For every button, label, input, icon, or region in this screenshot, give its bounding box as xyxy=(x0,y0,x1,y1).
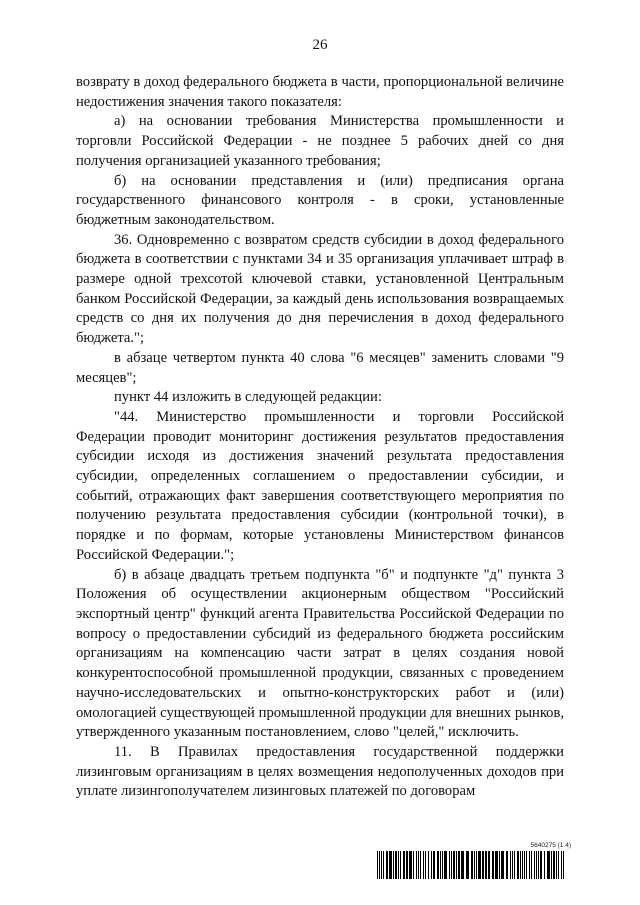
barcode-bar xyxy=(522,851,523,879)
barcode-bar xyxy=(514,851,515,879)
barcode-bar xyxy=(547,851,550,879)
paragraph: 36. Одновременно с возвратом средств субсидии в доход федерального бюджета в соответствии с пунктами 34 и 35 организация уплачивает штраф в размере одной трехсотой ключевой ставки, установленной Центральным банком Российской Федерации, за каждый день использования возвращаемых средств со дня их получения до дня перечисления в доход федерального бюджета."; xyxy=(76,231,564,347)
barcode-bar xyxy=(451,851,452,879)
paragraph: в абзаце четвертом пункта 40 слова "6 месяцев" заменить словами "9 месяцев"; xyxy=(76,349,564,386)
barcode-bar xyxy=(428,851,429,879)
barcode-bar xyxy=(449,851,450,879)
barcode-bar xyxy=(466,851,469,879)
barcode-bar xyxy=(395,851,397,879)
paragraph: б) в абзаце двадцать третьем подпункта "б" и подпункте "д" пункта 3 Положения об осуществлении акционерным обществом "Российский экспортный центр" функций агента Правительства Российской Федерации по вопросу о предоставлении субсидий из федерального бюджета российским организациям на компенсацию части затрат в целях создания новой конкурентоспособной промышленной продукции, связанных с проведением научно-исследовательских и опытно-конструкторских работ и (или) омологацией существующей промышленной продукции для внешних рынков, утвержденного указанным постановлением, слово "целей," исключить. xyxy=(76,566,564,741)
barcode-bar xyxy=(534,851,535,879)
barcode-bar xyxy=(540,851,542,879)
barcode-bar xyxy=(393,851,394,879)
barcode-bar xyxy=(377,851,378,879)
barcode-bar xyxy=(423,851,424,879)
barcode-bar xyxy=(499,851,500,879)
barcode-bar xyxy=(420,851,421,879)
barcode-bar xyxy=(563,851,564,879)
barcode-bar xyxy=(520,851,521,879)
barcode-bar xyxy=(478,851,481,879)
barcode-bar xyxy=(383,851,384,879)
barcode-bar xyxy=(442,851,443,879)
barcode-bar xyxy=(485,851,487,879)
barcode-bar xyxy=(386,851,388,879)
barcode-bar xyxy=(488,851,490,879)
barcode-bar xyxy=(406,851,408,879)
barcode-bar xyxy=(529,851,530,879)
barcode-bar xyxy=(379,851,380,879)
barcode-bar xyxy=(431,851,432,879)
document-code: 5640275 (1.4) xyxy=(530,842,571,849)
barcode-bar xyxy=(561,851,562,879)
paragraph: 11. В Правилах предоставления государственной поддержки лизинговым организациям в целях возмещения недополученных доходов при уплате лизингополучателем лизинговых платежей по договорам xyxy=(76,743,564,800)
barcode-bar xyxy=(425,851,426,879)
barcode-bar xyxy=(512,851,513,879)
barcode-bar xyxy=(506,851,508,879)
barcode-bar xyxy=(558,851,559,879)
barcode-bar xyxy=(403,851,405,879)
barcode-bar xyxy=(381,851,382,879)
barcode-bar xyxy=(551,851,552,879)
document-body xyxy=(76,73,564,802)
barcode-bar xyxy=(413,851,414,879)
barcode-bar xyxy=(531,851,532,879)
barcode-bar xyxy=(556,851,557,879)
barcode-bar xyxy=(400,851,401,879)
barcode-bar xyxy=(482,851,484,879)
barcode-bar xyxy=(501,851,504,879)
barcode-bar xyxy=(461,851,464,879)
barcode-bar xyxy=(433,851,435,879)
paragraph: пункт 44 изложить в следующей редакции: xyxy=(114,389,382,406)
barcode-bar xyxy=(536,851,537,879)
barcode-bar xyxy=(416,851,417,879)
paragraph: "44. Министерство промышленности и торговли Российской Федерации проводит мониторинг достижения результатов предоставления субсидии исходя из достижения значений результата предоставления субсидии, определенных соглашением о предоставлении субсидии, и событий, отражающих факт завершения соответствующего мероприятия по получению результата предоставления субсидии (контрольной точки), в порядке и по формам, которые установлены Министерством финансов Российской Федерации."; xyxy=(76,408,564,563)
barcode-bar xyxy=(458,851,460,879)
barcode-bar xyxy=(389,851,392,879)
barcode-bar xyxy=(517,851,519,879)
barcode-bar xyxy=(524,851,525,879)
barcode-bar xyxy=(526,851,527,879)
paragraph: возврату в доход федерального бюджета в части, пропорциональной величине недостижения значения такого показателя: xyxy=(76,74,564,110)
page-number: 26 xyxy=(312,37,328,53)
barcode-bar xyxy=(476,851,477,879)
barcode-bar xyxy=(495,851,498,879)
paragraph: а) на основании требования Министерства промышленности и торговли Российской Федерации - не позднее 5 рабочих дней со дня получения организацией указанного требования; xyxy=(76,113,564,169)
barcode-bar xyxy=(510,851,511,879)
barcode-bar xyxy=(474,851,475,879)
barcode-bar xyxy=(440,851,441,879)
barcode-bar xyxy=(418,851,419,879)
barcode-bar xyxy=(544,851,545,879)
barcode-bar xyxy=(471,851,473,879)
barcode-bar xyxy=(492,851,494,879)
barcode-icon xyxy=(377,851,565,879)
barcode-bar xyxy=(437,851,439,879)
paragraph: б) на основании представления и (или) предписания органа государственного финансового контроля - в сроки, установленные бюджетным законодательством. xyxy=(76,172,564,228)
barcode-bar xyxy=(456,851,457,879)
barcode-bar xyxy=(453,851,455,879)
barcode-bar xyxy=(398,851,399,879)
barcode-bar xyxy=(553,851,555,879)
barcode-bar xyxy=(409,851,412,879)
barcode-bar xyxy=(444,851,447,879)
barcode-bar xyxy=(538,851,539,879)
